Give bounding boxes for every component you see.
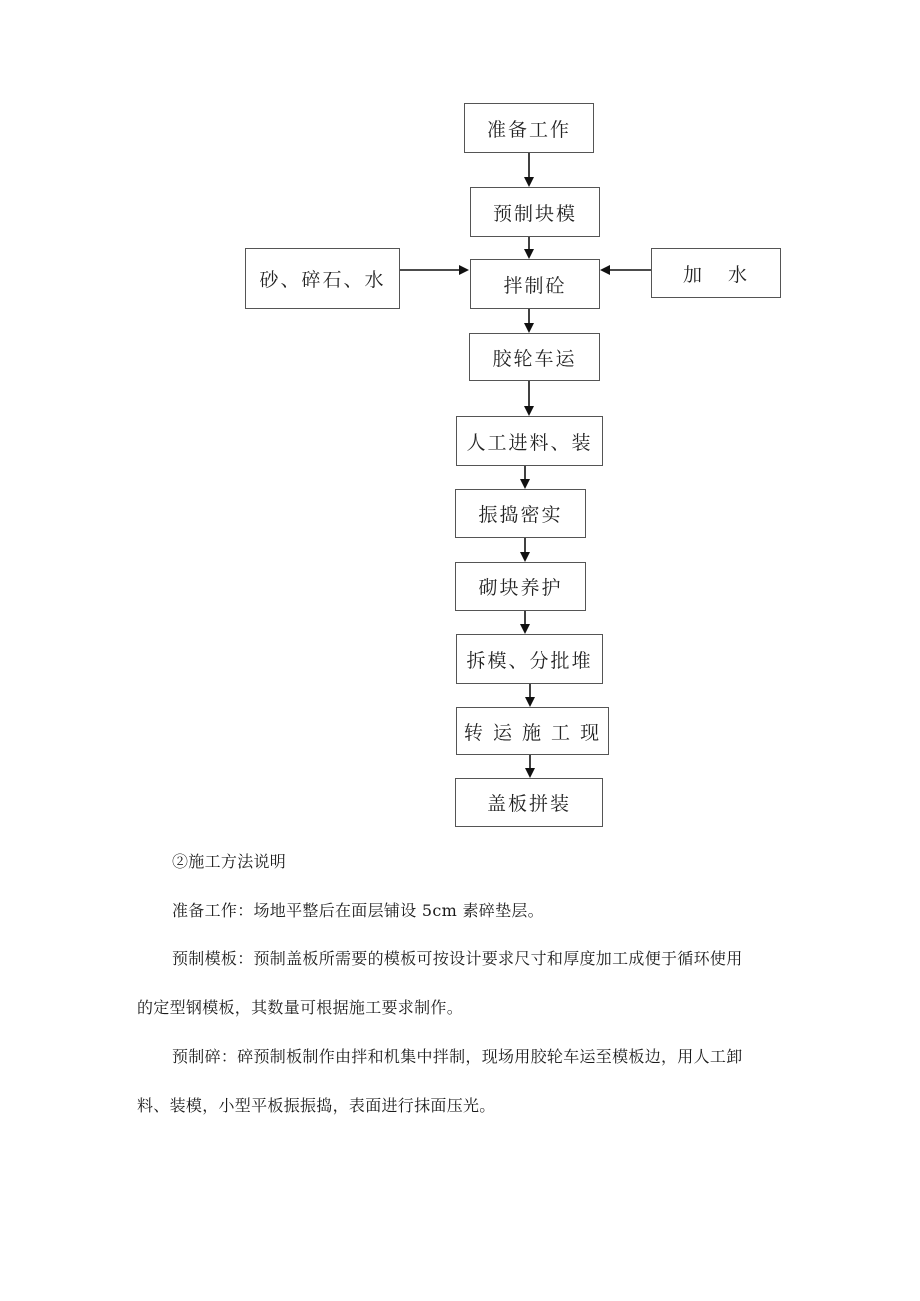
input-water-label: 加 水 [682,263,750,286]
step-manual-load-label: 人工进料、装 [466,431,593,454]
step-precast-mold-label: 预制块模 [492,202,577,225]
paragraph-prepare-line-1: 准备工作：场地平整后在面层铺设 5cm 素碎垫层。 [172,901,544,920]
step-transport-label: 胶轮车运 [492,347,577,370]
step-demold-label: 拆模、分批堆 [466,649,593,672]
paragraph-mold-line-2: 的定型钢模板，其数量可根据施工要求制作。 [137,998,464,1017]
step-cure-label: 砌块养护 [478,577,563,599]
step-vibrate-label: 振捣密实 [478,504,563,526]
step-transfer-label: 转 运 施 工 现 [463,721,602,744]
input-aggregates-label: 砂、碎石、水 [259,269,386,291]
paragraph-mold-line-1: 预制模板：预制盖板所需要的模板可按设计要求尺寸和厚度加工成便于循环使用 [172,949,743,968]
paragraph-concrete-line-2: 料、装模，小型平板振振捣，表面进行抹面压光。 [137,1096,496,1115]
section-heading: ②施工方法说明 [172,852,287,871]
step-prepare-label: 准备工作 [486,118,571,141]
step-mix-concrete-label: 拌制砼 [503,274,567,297]
paragraph-concrete-line-1: 预制碎：碎预制板制作由拌和机集中拌制，现场用胶轮车运至模板边，用人工卸 [172,1047,743,1066]
step-assemble-label: 盖板拼装 [486,793,571,815]
